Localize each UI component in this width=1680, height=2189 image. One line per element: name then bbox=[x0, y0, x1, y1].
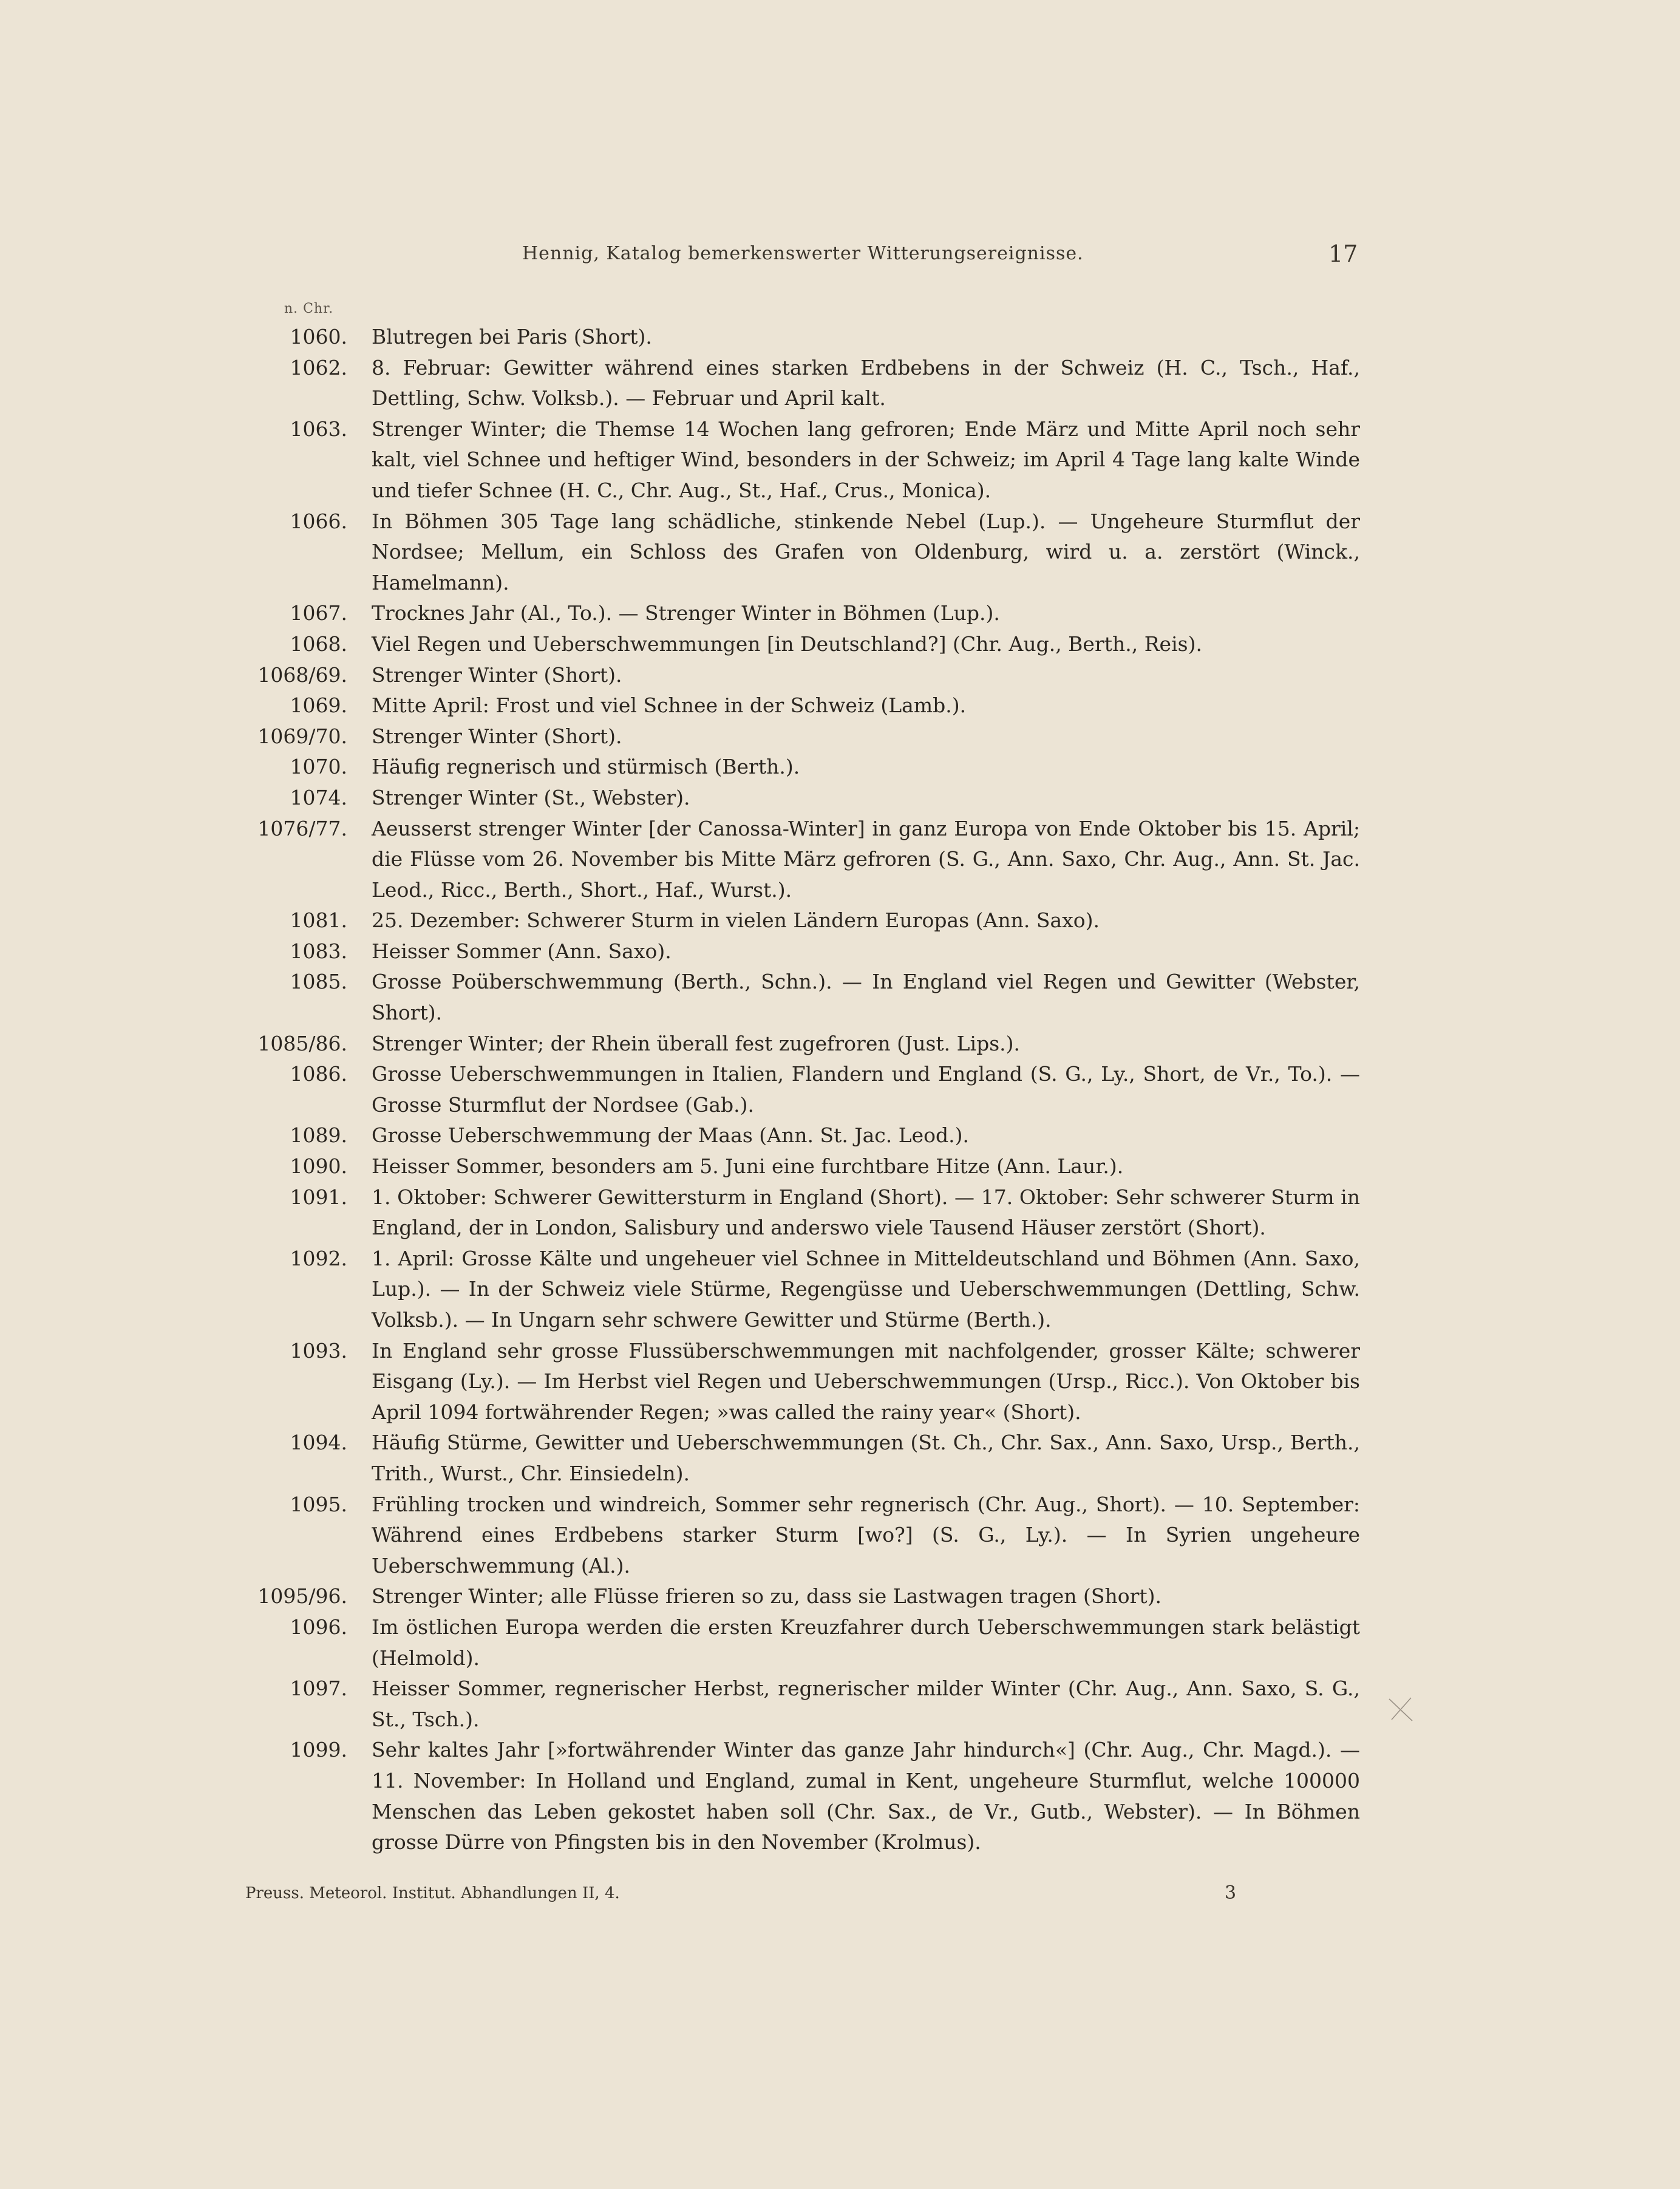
entry-row bbox=[243, 1336, 1360, 1428]
entry-year: 1068/69. bbox=[257, 662, 347, 687]
entry-year: 1091. bbox=[290, 1185, 347, 1209]
entry-text: Viel Regen und Ueberschwemmungen [in Deutschland?] (Chr. Aug., Berth., Reis). bbox=[372, 632, 1202, 656]
signature-mark: 3 bbox=[1225, 1882, 1237, 1904]
entry-year: 1060. bbox=[290, 325, 347, 349]
entry-text: Strenger Winter; die Themse 14 Wochen lang gefroren; Ende März und Mitte April noch sehr kalt, viel Schnee und heftiger Wind, besonders in der Schweiz; im April 4 Tage lang kalte Winde und tiefer Schnee (H. C., Chr. Aug., St., Haf., Crus., Monica). bbox=[372, 417, 1360, 502]
entry-year: 1094. bbox=[290, 1431, 347, 1455]
entry-row bbox=[243, 783, 1360, 814]
entry-text: 1. April: Grosse Kälte und ungeheuer viel Schnee in Mitteldeutschland und Böhmen (Ann. Saxo, Lup.). — In der Schweiz viele Stürme, Regengüsse und Ueberschwemmungen (Dettling, Schw. Volksb.). — In Ungarn sehr schwere Gewitter und Stürme (Berth.). bbox=[372, 1246, 1360, 1332]
entry-text: Strenger Winter (St., Webster). bbox=[372, 785, 690, 809]
entry-row bbox=[243, 752, 1360, 783]
entry-row bbox=[243, 721, 1360, 752]
entry-row bbox=[243, 1735, 1360, 1857]
entry-year: 1081. bbox=[290, 908, 347, 933]
entry-text: Heisser Sommer (Ann. Saxo). bbox=[372, 939, 672, 963]
entry-year: 1085/86. bbox=[257, 1031, 347, 1055]
entry-row bbox=[243, 1673, 1360, 1735]
entry-row bbox=[243, 690, 1360, 721]
entry-year: 1074. bbox=[290, 785, 347, 809]
page-number: 17 bbox=[1328, 240, 1358, 267]
entry-row bbox=[243, 967, 1360, 1028]
entry-text: Häufig regnerisch und stürmisch (Berth.). bbox=[372, 755, 800, 779]
running-title: Hennig, Katalog bemerkenswerter Witterungsereignisse. bbox=[522, 243, 1084, 264]
entry-text: Mitte April: Frost und viel Schnee in der Schweiz (Lamb.). bbox=[372, 693, 967, 718]
entry-year: 1066. bbox=[290, 509, 347, 533]
entry-year: 1069. bbox=[290, 693, 347, 718]
entry-row bbox=[243, 629, 1360, 660]
entry-text: Frühling trocken und windreich, Sommer sehr regnerisch (Chr. Aug., Short). — 10. September: Während eines Erdbebens starker Sturm [wo?] (S. G., Ly.). — In Syrien ungeheure Ueberschwemmung (Al.). bbox=[372, 1492, 1360, 1578]
entry-text: Sehr kaltes Jahr [»fortwährender Winter das ganze Jahr hindurch«] (Chr. Aug., Chr. Magd.). — 11. November: In Holland und England, zumal in Kent, ungeheure Sturmflut, welche 100000 Menschen das Leben gekostet haben soll (Chr. Sax., de Vr., Gutb., Webster). — In Böhmen grosse Dürre von Pfingsten bis in den November (Krolmus). bbox=[372, 1738, 1360, 1854]
entry-row bbox=[243, 1120, 1360, 1151]
entry-text: In Böhmen 305 Tage lang schädliche, stinkende Nebel (Lup.). — Ungeheure Sturmflut der Nordsee; Mellum, ein Schloss des Grafen von Oldenburg, wird u. a. zerstört (Winck., Hamelmann). bbox=[372, 509, 1360, 594]
entry-text: Heisser Sommer, regnerischer Herbst, regnerischer milder Winter (Chr. Aug., Ann. Saxo, S. G., St., Tsch.). bbox=[372, 1677, 1360, 1731]
pencil-cross-mark-icon bbox=[1386, 1694, 1416, 1724]
entry-text: Grosse Ueberschwemmung der Maas (Ann. St. Jac. Leod.). bbox=[372, 1123, 969, 1148]
entry-year: 1085. bbox=[290, 970, 347, 994]
entry-year: 1093. bbox=[290, 1338, 347, 1363]
entry-year: 1092. bbox=[290, 1246, 347, 1270]
entry-row bbox=[243, 1428, 1360, 1489]
entry-text: Grosse Ueberschwemmungen in Italien, Flandern und England (S. G., Ly., Short, de Vr., To.). — Grosse Sturmflut der Nordsee (Gab.). bbox=[372, 1062, 1360, 1117]
entry-year: 1099. bbox=[290, 1738, 347, 1762]
entry-row bbox=[243, 660, 1360, 691]
entry-row bbox=[243, 1244, 1360, 1336]
entry-text: Im östlichen Europa werden die ersten Kreuzfahrer durch Ueberschwemmungen stark belästigt (Helmold). bbox=[372, 1615, 1360, 1670]
entry-text: Strenger Winter; alle Flüsse frieren so zu, dass sie Lastwagen tragen (Short). bbox=[372, 1584, 1161, 1609]
entry-text: 25. Dezember: Schwerer Sturm in vielen Ländern Europas (Ann. Saxo). bbox=[372, 908, 1100, 933]
entry-year: 1086. bbox=[290, 1062, 347, 1086]
entry-year: 1089. bbox=[290, 1123, 347, 1148]
entry-text: Grosse Poüberschwemmung (Berth., Schn.). — In England viel Regen und Gewitter (Webster, Short). bbox=[372, 970, 1360, 1025]
entry-text: 1. Oktober: Schwerer Gewittersturm in England (Short). — 17. Oktober: Sehr schwerer Sturm in England, der in London, Salisbury und anderswo viele Tausend Häuser zerstört (Short). bbox=[372, 1185, 1360, 1240]
entry-row bbox=[243, 814, 1360, 906]
entry-row bbox=[243, 1581, 1360, 1612]
entry-row bbox=[243, 1029, 1360, 1060]
entry-text: Trocknes Jahr (Al., To.). — Strenger Winter in Böhmen (Lup.). bbox=[372, 601, 1000, 625]
entry-year: 1063. bbox=[290, 417, 347, 441]
entry-list bbox=[243, 322, 1360, 1858]
publication-footer: Preuss. Meteorol. Institut. Abhandlungen II, 4. bbox=[245, 1884, 620, 1902]
entry-text: Strenger Winter (Short). bbox=[372, 724, 622, 748]
entry-row bbox=[243, 1489, 1360, 1582]
entry-year: 1069/70. bbox=[257, 724, 347, 748]
entry-row bbox=[243, 1151, 1360, 1182]
entry-text: Blutregen bei Paris (Short). bbox=[372, 325, 652, 349]
entry-row bbox=[243, 353, 1360, 414]
entry-row bbox=[243, 1612, 1360, 1673]
entry-text: Aeusserst strenger Winter [der Canossa-Winter] in ganz Europa von Ende Oktober bis 15. April; die Flüsse vom 26. November bis Mitte März gefroren (S. G., Ann. Saxo, Chr. Aug., Ann. St. Jac. Leod., Ricc., Berth., Short., Haf., Wurst.). bbox=[372, 816, 1360, 902]
entry-text: In England sehr grosse Flussüberschwemmungen mit nachfolgender, grosser Kälte; schwerer Eisgang (Ly.). — Im Herbst viel Regen und Ueberschwemmungen (Ursp., Ricc.). Von Oktober bis April 1094 fortwährender Regen; »was called the rainy year« (Short). bbox=[372, 1338, 1360, 1424]
entry-text: Strenger Winter (Short). bbox=[372, 662, 622, 687]
entry-row bbox=[243, 1182, 1360, 1244]
entry-year: 1096. bbox=[290, 1615, 347, 1639]
entry-year: 1090. bbox=[290, 1154, 347, 1179]
entry-text: Heisser Sommer, besonders am 5. Juni eine furchtbare Hitze (Ann. Laur.). bbox=[372, 1154, 1124, 1179]
entry-row bbox=[243, 598, 1360, 629]
entry-year: 1095/96. bbox=[257, 1584, 347, 1609]
entry-row bbox=[243, 905, 1360, 936]
entry-year: 1097. bbox=[290, 1677, 347, 1701]
entry-text: 8. Februar: Gewitter während eines starken Erdbebens in der Schweiz (H. C., Tsch., Haf., Dettling, Schw. Volksb.). — Februar und April kalt. bbox=[372, 355, 1360, 410]
entry-year: 1076/77. bbox=[257, 816, 347, 840]
entry-year: 1067. bbox=[290, 601, 347, 625]
entry-row bbox=[243, 322, 1360, 353]
entry-year: 1083. bbox=[290, 939, 347, 963]
entry-row bbox=[243, 414, 1360, 506]
entry-year: 1070. bbox=[290, 755, 347, 779]
entry-year: 1068. bbox=[290, 632, 347, 656]
entry-text: Häufig Stürme, Gewitter und Ueberschwemmungen (St. Ch., Chr. Sax., Ann. Saxo, Ursp., Berth., Trith., Wurst., Chr. Einsiedeln). bbox=[372, 1431, 1360, 1485]
entry-text: Strenger Winter; der Rhein überall fest zugefroren (Just. Lips.). bbox=[372, 1031, 1021, 1055]
entry-year: 1095. bbox=[290, 1492, 347, 1516]
entry-row bbox=[243, 506, 1360, 599]
entry-row bbox=[243, 1059, 1360, 1120]
entry-year: 1062. bbox=[290, 355, 347, 380]
era-label: n. Chr. bbox=[284, 301, 334, 316]
entry-row bbox=[243, 936, 1360, 967]
